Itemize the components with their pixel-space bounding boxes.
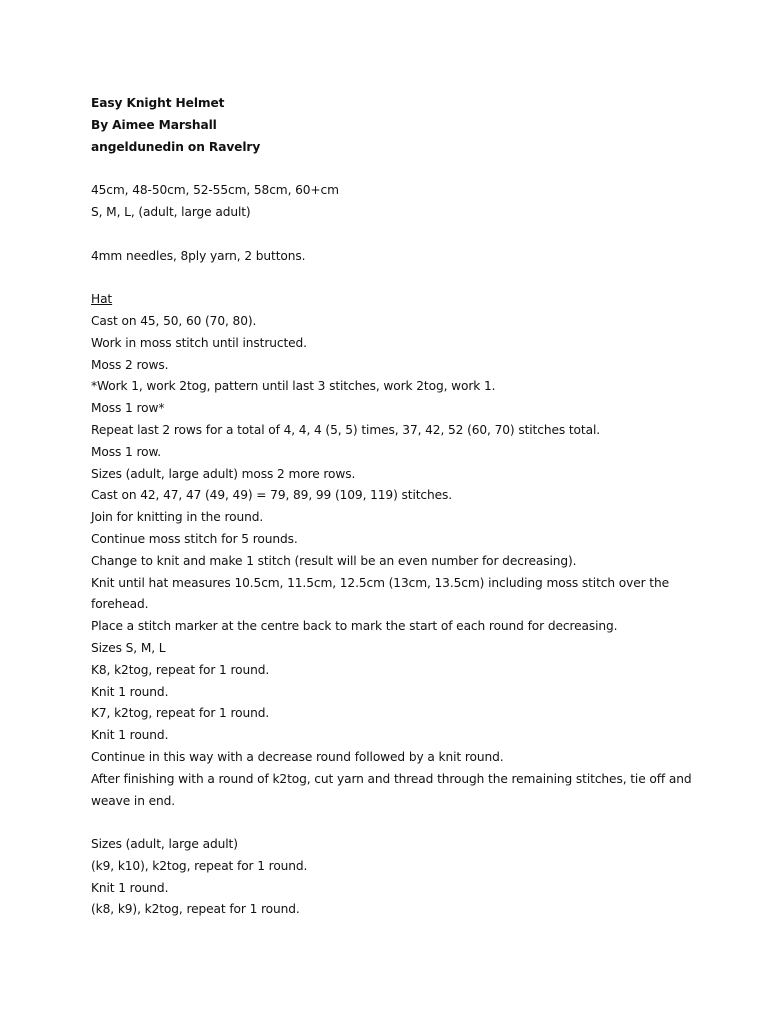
instruction-line: Knit until hat measures 10.5cm, 11.5cm, 12.5cm (13cm, 13.5cm) including moss stitch over the forehead. [91, 575, 669, 612]
pattern-title: Easy Knight Helmet [91, 96, 225, 110]
instruction-line: Sizes (adult, large adult) moss 2 more rows. [91, 466, 356, 481]
instruction-line: Cast on 42, 47, 47 (49, 49) = 79, 89, 99 (109, 119) stitches. [91, 488, 453, 503]
spacer [91, 812, 711, 834]
document-body [91, 93, 711, 921]
instruction-line: Moss 1 row* [91, 401, 165, 416]
size-measurements: 45cm, 48-50cm, 52-55cm, 58cm, 60+cm [91, 183, 339, 198]
instruction-line: Work in moss stitch until instructed. [91, 335, 307, 350]
instruction-line: Cast on 45, 50, 60 (70, 80). [91, 313, 257, 328]
instruction-line: *Work 1, work 2tog, pattern until last 3 stitches, work 2tog, work 1. [91, 379, 496, 394]
instruction-line: K8, k2tog, repeat for 1 round. [91, 662, 270, 677]
spacer [91, 224, 711, 246]
size-labels: S, M, L, (adult, large adult) [91, 204, 251, 219]
instruction-line: Continue moss stitch for 5 rounds. [91, 531, 298, 546]
spacer [91, 267, 711, 289]
instruction-line: Continue in this way with a decrease round followed by a knit round. [91, 749, 504, 764]
instruction-line: (k9, k10), k2tog, repeat for 1 round. [91, 858, 308, 873]
instruction-line: After finishing with a round of k2tog, cut yarn and thread through the remaining stitches, tie off and weave in end. [91, 771, 692, 808]
pattern-author: By Aimee Marshall [91, 117, 217, 132]
pattern-ravelry-handle: angeldunedin on Ravelry [91, 139, 261, 154]
instruction-line: Join for knitting in the round. [91, 510, 264, 525]
section-heading-hat: Hat [91, 292, 113, 307]
instruction-line: Knit 1 round. [91, 728, 169, 743]
instruction-line: Sizes (adult, large adult) [91, 837, 238, 852]
instruction-line: Moss 2 rows. [91, 357, 169, 372]
instruction-line: K7, k2tog, repeat for 1 round. [91, 706, 270, 721]
materials: 4mm needles, 8ply yarn, 2 buttons. [91, 248, 306, 263]
instruction-line: Place a stitch marker at the centre back to mark the start of each round for decreasing. [91, 619, 618, 634]
instruction-line: Knit 1 round. [91, 880, 169, 895]
instruction-line: Sizes S, M, L [91, 640, 166, 655]
instruction-line: Change to knit and make 1 stitch (result will be an even number for decreasing). [91, 553, 577, 568]
instruction-line: Knit 1 round. [91, 684, 169, 699]
instruction-line: Repeat last 2 rows for a total of 4, 4, 4 (5, 5) times, 37, 42, 52 (60, 70) stitches total. [91, 422, 601, 437]
instruction-line: Moss 1 row. [91, 444, 161, 459]
instruction-line: (k8, k9), k2tog, repeat for 1 round. [91, 902, 300, 917]
spacer [91, 158, 711, 180]
